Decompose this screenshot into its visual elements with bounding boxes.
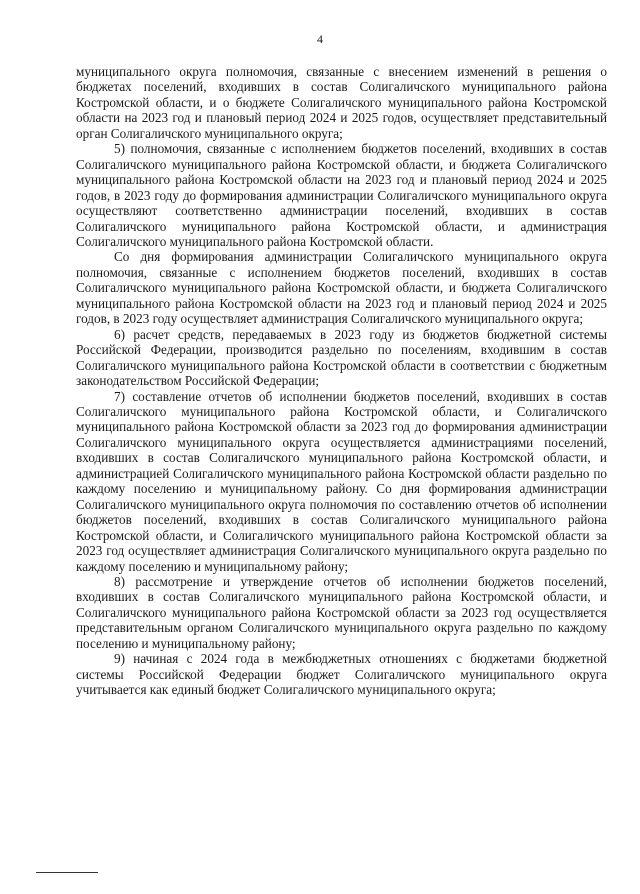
page-number: 4 — [317, 32, 323, 46]
paragraph-item-7: 7) составление отчетов об исполнении бюджетов поселений, входивших в состав Солигаличского муниципального района Костромской области, и Солигаличского муниципального района Костромской области за 2023 год до формирования администрации Солигаличского муниципального округа осуществляется администрациями поселений, входивших в состав Солигаличского муниципального района Костромской области, и администрацией Солигаличского муниципального района Костромской области раздельно по каждому поселению и муниципальному району. Со дня формирования администрации Солигаличского муниципального округа полномочия по составлению отчетов об исполнении бюджетов поселений, входивших в состав Солигаличского муниципального района Костромской области, и Солигаличского муниципального района Костромской области за 2023 год осуществляет администрация Солигаличского муниципального округа раздельно по каждому поселению и муниципальному району; — [76, 388, 607, 574]
document-body — [76, 64, 607, 698]
paragraph-item-6: 6) расчет средств, передаваемых в 2023 году из бюджетов бюджетной системы Российской Федерации, производится раздельно по поселениям, входившим в состав Солигаличского муниципального района Костромской области в соответствии с бюджетным законодательством Российской Федерации; — [76, 326, 607, 389]
paragraph-item-8: 8) рассмотрение и утверждение отчетов об исполнении бюджетов поселений, входивших в состав Солигаличского муниципального района Костромской области, и Солигаличского муниципального района Костромской области за 2023 год осуществляется представительным органом Солигаличского муниципального округа раздельно по каждому поселению и муниципальному району; — [76, 573, 607, 651]
footer-divider — [36, 872, 98, 873]
paragraph-item-5-continued: Со дня формирования администрации Солигаличского муниципального округа полномочия, связанные с исполнением бюджетов поселений, входивших в состав Солигаличского муниципального района Костромской области, и бюджета Солигаличского муниципального района Костромской области на 2023 год и плановый период 2024 и 2025 годов, в 2023 году осуществляет администрация Солигаличского муниципального округа; — [76, 249, 607, 327]
paragraph-continuation: муниципального округа полномочия, связанные с внесением изменений в решения о бюджетах поселений, входивших в состав Солигаличского муниципального района Костромской области, и о бюджете Солигаличского муниципального района Костромской области на 2023 год и плановый период 2024 и 2025 годов, осуществляет представительный орган Солигаличского муниципального округа; — [76, 64, 607, 141]
paragraph-item-5: 5) полномочия, связанные с исполнением бюджетов поселений, входивших в состав Солигаличского муниципального района Костромской области, и бюджета Солигаличского муниципального района Костромской области на 2023 год и плановый период 2024 и 2025 годов, в 2023 году до формирования администрации Солигаличского муниципального округа осуществляют соответственно администрации поселений, входивших в состав Солигаличского муниципального района Костромской области, и администрация Солигаличского муниципального района Костромской области. — [76, 141, 607, 249]
paragraph-item-9: 9) начиная с 2024 года в межбюджетных отношениях с бюджетами бюджетной системы Российской Федерации бюджет Солигаличского муниципального округа учитывается как единый бюджет Солигаличского муниципального округа; — [76, 651, 607, 698]
